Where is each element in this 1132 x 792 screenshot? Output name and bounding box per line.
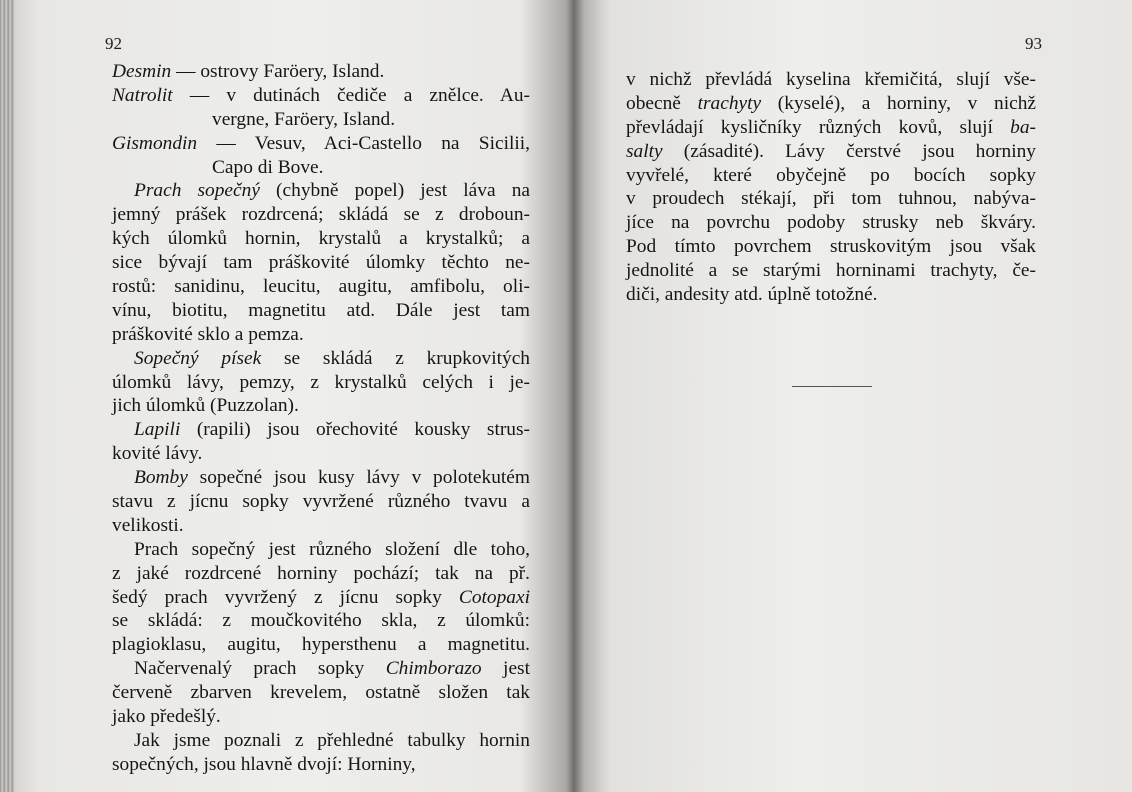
text-line	[112, 538, 530, 562]
text-run: šedý prach vyvržený z jícnu sopky	[112, 586, 459, 608]
italic-term: Chimborazo	[385, 658, 482, 680]
text-run: Jak jsme poznali z přehledné tabulky hornin	[134, 729, 530, 751]
italic-term: Prach sopečný	[134, 180, 260, 202]
text-run: plagioklasu, augitu, hypersthenu a magnetitu.	[112, 634, 530, 656]
italic-term: Bomby	[134, 467, 188, 489]
text-run: jich úlomků (Puzzolan).	[112, 395, 299, 417]
text-run: úlomků lávy, pemzy, z krystalků celých i je-	[112, 371, 530, 393]
text-line	[112, 275, 530, 299]
text-run: práškovité sklo a pemza.	[112, 323, 304, 345]
page-number-right: 93	[1025, 34, 1042, 53]
text-run: — ostrovy Faröery, Island.	[171, 61, 385, 82]
text-run: v proudech stékají, při tom tuhnou, nabýva-	[626, 188, 1036, 210]
text-run: kovité lávy.	[112, 443, 203, 465]
text-line	[112, 394, 530, 418]
text-run: kých úlomků hornin, krystalů a krystalků; a	[112, 228, 530, 250]
text-run: jemný prášek rozdrcená; skládá se z droboun-	[112, 204, 530, 226]
text-run: jednolité a se starými horninami trachyty, če-	[626, 260, 1036, 282]
text-line	[112, 299, 530, 323]
text-run: Prach sopečný jest různého složení dle toho,	[134, 538, 530, 560]
text-line	[112, 84, 530, 108]
text-run: jíce na povrchu podoby strusky neb škváry.	[626, 212, 1036, 234]
text-run: v nichž převládá kyselina křemičitá, slují vše-	[626, 69, 1036, 90]
text-line	[112, 108, 530, 132]
text-run: sopečné jsou kusy lávy v polotekutém	[187, 467, 530, 489]
text-line	[626, 211, 1036, 235]
text-run: jako předešlý.	[112, 706, 221, 728]
text-run: vyvřelé, které obyčejně po bocích sopky	[626, 164, 1036, 186]
text-line	[626, 259, 1036, 283]
text-line	[626, 283, 1036, 307]
text-line	[112, 251, 530, 275]
text-line	[112, 466, 530, 490]
text-run: (chybně popel) jest láva na	[259, 180, 530, 202]
text-run: — v dutinách čediče a znělce. Au-	[172, 84, 530, 106]
text-line	[112, 562, 530, 586]
text-line	[112, 729, 530, 753]
text-line	[112, 490, 530, 514]
text-line	[112, 60, 530, 84]
left-page-text	[112, 60, 530, 777]
right-page-text	[626, 68, 1036, 307]
text-line	[112, 514, 530, 538]
text-run: diči, andesity atd. úplně totožné.	[626, 284, 878, 306]
text-run: převládají kysličníky různých kovů, slují	[626, 116, 1011, 138]
text-line	[112, 156, 530, 180]
italic-term: Cotopaxi	[458, 586, 530, 608]
text-run: se skládá z krupkovitých	[261, 347, 530, 369]
text-line	[112, 609, 530, 633]
italic-term: trachyty	[697, 92, 762, 114]
text-run: vergne, Faröery, Island.	[212, 108, 396, 130]
italic-term: Desmin	[112, 61, 172, 82]
text-line	[112, 371, 530, 395]
text-run: Capo di Bove.	[212, 156, 324, 178]
text-line	[112, 418, 530, 442]
text-line	[112, 586, 530, 610]
italic-term: Natrolit	[112, 84, 173, 106]
text-line	[112, 633, 530, 657]
text-run: obecně	[626, 92, 698, 114]
text-run: Pod tímto povrchem struskovitým jsou však	[626, 236, 1036, 258]
text-line	[112, 705, 530, 729]
text-line	[626, 68, 1036, 92]
text-run: (rapili) jsou ořechovité kousky strus-	[180, 419, 530, 441]
text-line	[626, 187, 1036, 211]
text-line	[112, 347, 530, 371]
text-line	[112, 203, 530, 227]
page-number-left: 92	[105, 34, 122, 53]
italic-term: Lapili	[134, 419, 181, 441]
italic-term: Gismondin	[112, 132, 198, 154]
text-run: jest	[481, 658, 530, 680]
text-line	[626, 235, 1036, 259]
text-run: sice bývají tam práškovité úlomky těchto ne-	[112, 252, 530, 274]
text-run: vínu, biotitu, magnetitu atd. Dále jest tam	[112, 299, 530, 321]
right-page	[576, 0, 1132, 792]
text-run: z jaké rozdrcené horniny pochází; tak na př.	[112, 562, 530, 584]
text-line	[112, 681, 530, 705]
text-run: (kyselé), a horniny, v nichž	[761, 92, 1036, 114]
text-line	[112, 657, 530, 681]
text-line	[112, 753, 530, 777]
italic-term: Sopečný písek	[134, 347, 262, 369]
end-rule	[792, 386, 872, 387]
text-run: rostů: sanidinu, leucitu, augitu, amfibolu, oli-	[112, 276, 530, 298]
text-line	[626, 164, 1036, 188]
text-run: sopečných, jsou hlavně dvojí: Horniny,	[112, 753, 416, 775]
text-line	[112, 179, 530, 203]
text-line	[626, 140, 1036, 164]
text-run: Načervenalý prach sopky	[134, 658, 386, 680]
italic-term: salty	[626, 140, 663, 162]
text-line	[112, 442, 530, 466]
text-run: velikosti.	[112, 514, 184, 536]
text-line	[112, 323, 530, 347]
text-run: červeně zbarven krevelem, ostatně složen tak	[112, 682, 530, 704]
italic-term: ba-	[1010, 116, 1036, 138]
text-line	[626, 92, 1036, 116]
text-run: stavu z jícnu sopky vyvržené různého tvavu a	[112, 491, 530, 513]
text-line	[112, 132, 530, 156]
text-run: (zásadité). Lávy čerstvé jsou horniny	[662, 140, 1036, 162]
text-line	[626, 116, 1036, 140]
text-run: — Vesuv, Aci-Castello na Sicilii,	[197, 132, 530, 154]
text-run: se skládá: z moučkovitého skla, z úlomků:	[112, 610, 530, 632]
text-line	[112, 227, 530, 251]
